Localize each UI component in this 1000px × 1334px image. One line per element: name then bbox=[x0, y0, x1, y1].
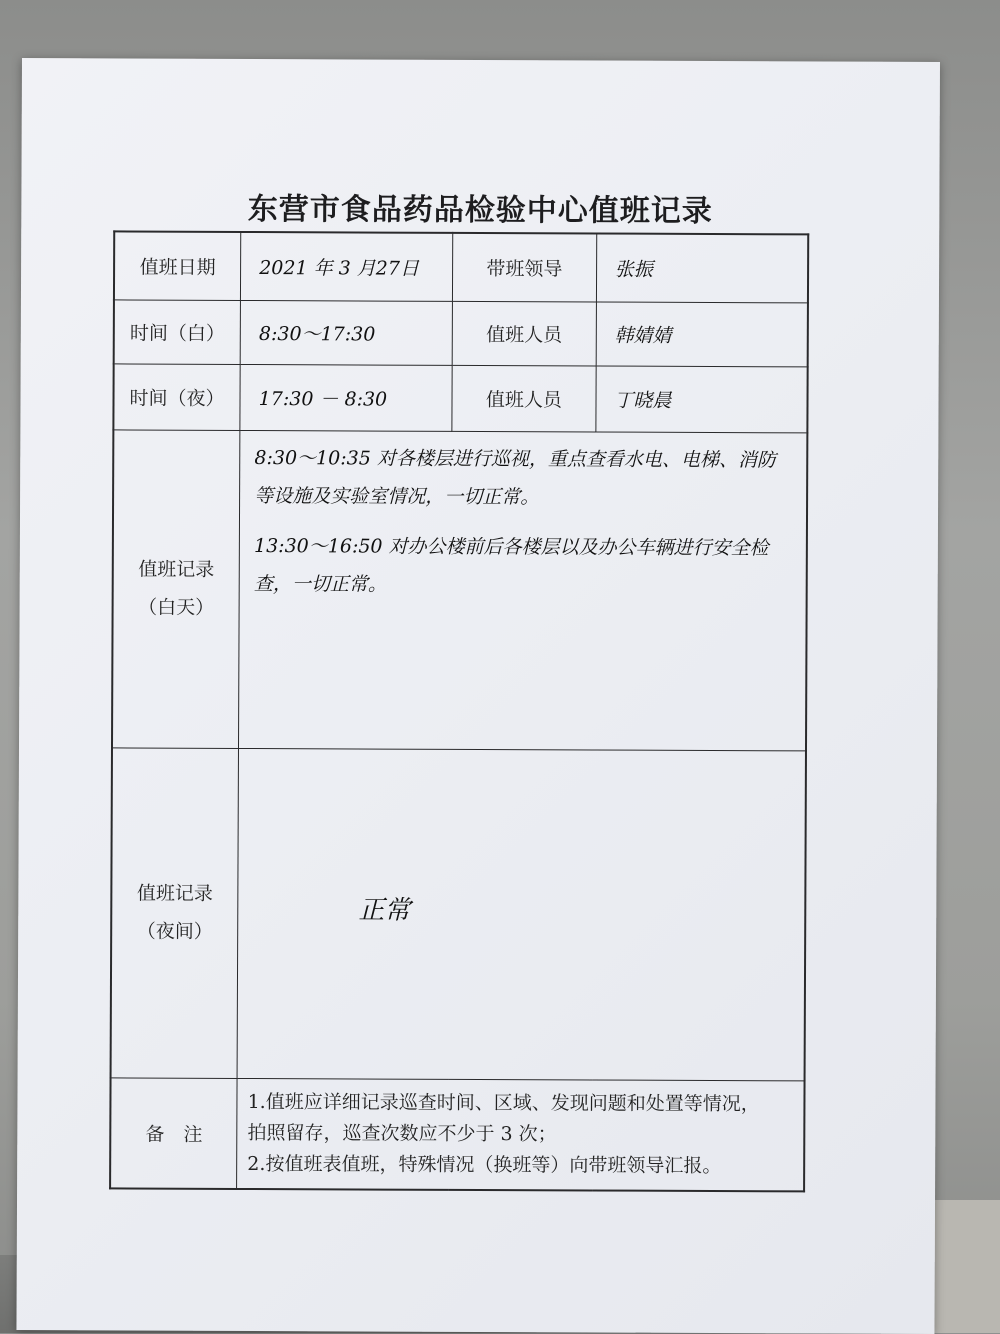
day-time-value: 8:30～17:30 bbox=[240, 300, 452, 365]
day-staff-value: 韩婧婧 bbox=[596, 302, 808, 367]
day-record-label-line2: （白天） bbox=[138, 596, 215, 619]
duty-record-table bbox=[109, 230, 809, 1192]
duty-record-sheet bbox=[16, 58, 940, 1334]
night-record-content bbox=[237, 748, 806, 1080]
day-record-content bbox=[239, 430, 808, 750]
day-record-label bbox=[112, 429, 240, 748]
day-record-entry-2: 13:30～16:50 对办公楼前后各楼层以及办公车辆进行安全检查，一切正常。 bbox=[253, 534, 769, 596]
day-record-entry-1: 8:30～10:35 对各楼层进行巡视，重点查看水电、电梯、消防等设施及实验室情况，一切正常。 bbox=[254, 446, 776, 508]
row-day-time bbox=[114, 299, 808, 366]
date-label: 值班日期 bbox=[114, 231, 241, 300]
notes-label: 备 注 bbox=[110, 1077, 237, 1188]
row-date bbox=[114, 231, 808, 302]
row-night-record bbox=[111, 747, 806, 1080]
night-record-label bbox=[111, 747, 239, 1078]
night-time-label: 时间（夜） bbox=[113, 363, 240, 430]
date-value: 2021 年 3 月27日 bbox=[241, 232, 453, 301]
night-record-label-line2: （夜间） bbox=[136, 920, 213, 943]
notes-line-1: 1.值班应详细记录巡查时间、区域、发现问题和处置等情况， bbox=[247, 1090, 760, 1115]
leader-value: 张振 bbox=[596, 234, 808, 303]
night-time-value: 17:30 － 8:30 bbox=[240, 364, 452, 431]
night-staff-value: 丁晓晨 bbox=[596, 366, 808, 433]
leader-label: 带班领导 bbox=[452, 233, 596, 302]
notes-content bbox=[237, 1078, 805, 1191]
row-day-record bbox=[112, 429, 807, 750]
night-record-label-line1: 值班记录 bbox=[136, 882, 213, 905]
day-time-label: 时间（白） bbox=[114, 299, 241, 364]
notes-line-3: 2.按值班表值班，特殊情况（换班等）向带班领导汇报。 bbox=[247, 1152, 722, 1177]
day-record-label-line1: 值班记录 bbox=[138, 558, 215, 581]
night-staff-label: 值班人员 bbox=[452, 365, 596, 432]
row-notes bbox=[110, 1077, 804, 1191]
night-record-text: 正常 bbox=[358, 894, 411, 926]
sheet-title: 东营市食品药品检验中心值班记录 bbox=[247, 191, 713, 230]
notes-line-2: 拍照留存，巡查次数应不少于 3 次； bbox=[247, 1121, 557, 1145]
day-staff-label: 值班人员 bbox=[452, 301, 596, 366]
row-night-time bbox=[113, 363, 807, 432]
